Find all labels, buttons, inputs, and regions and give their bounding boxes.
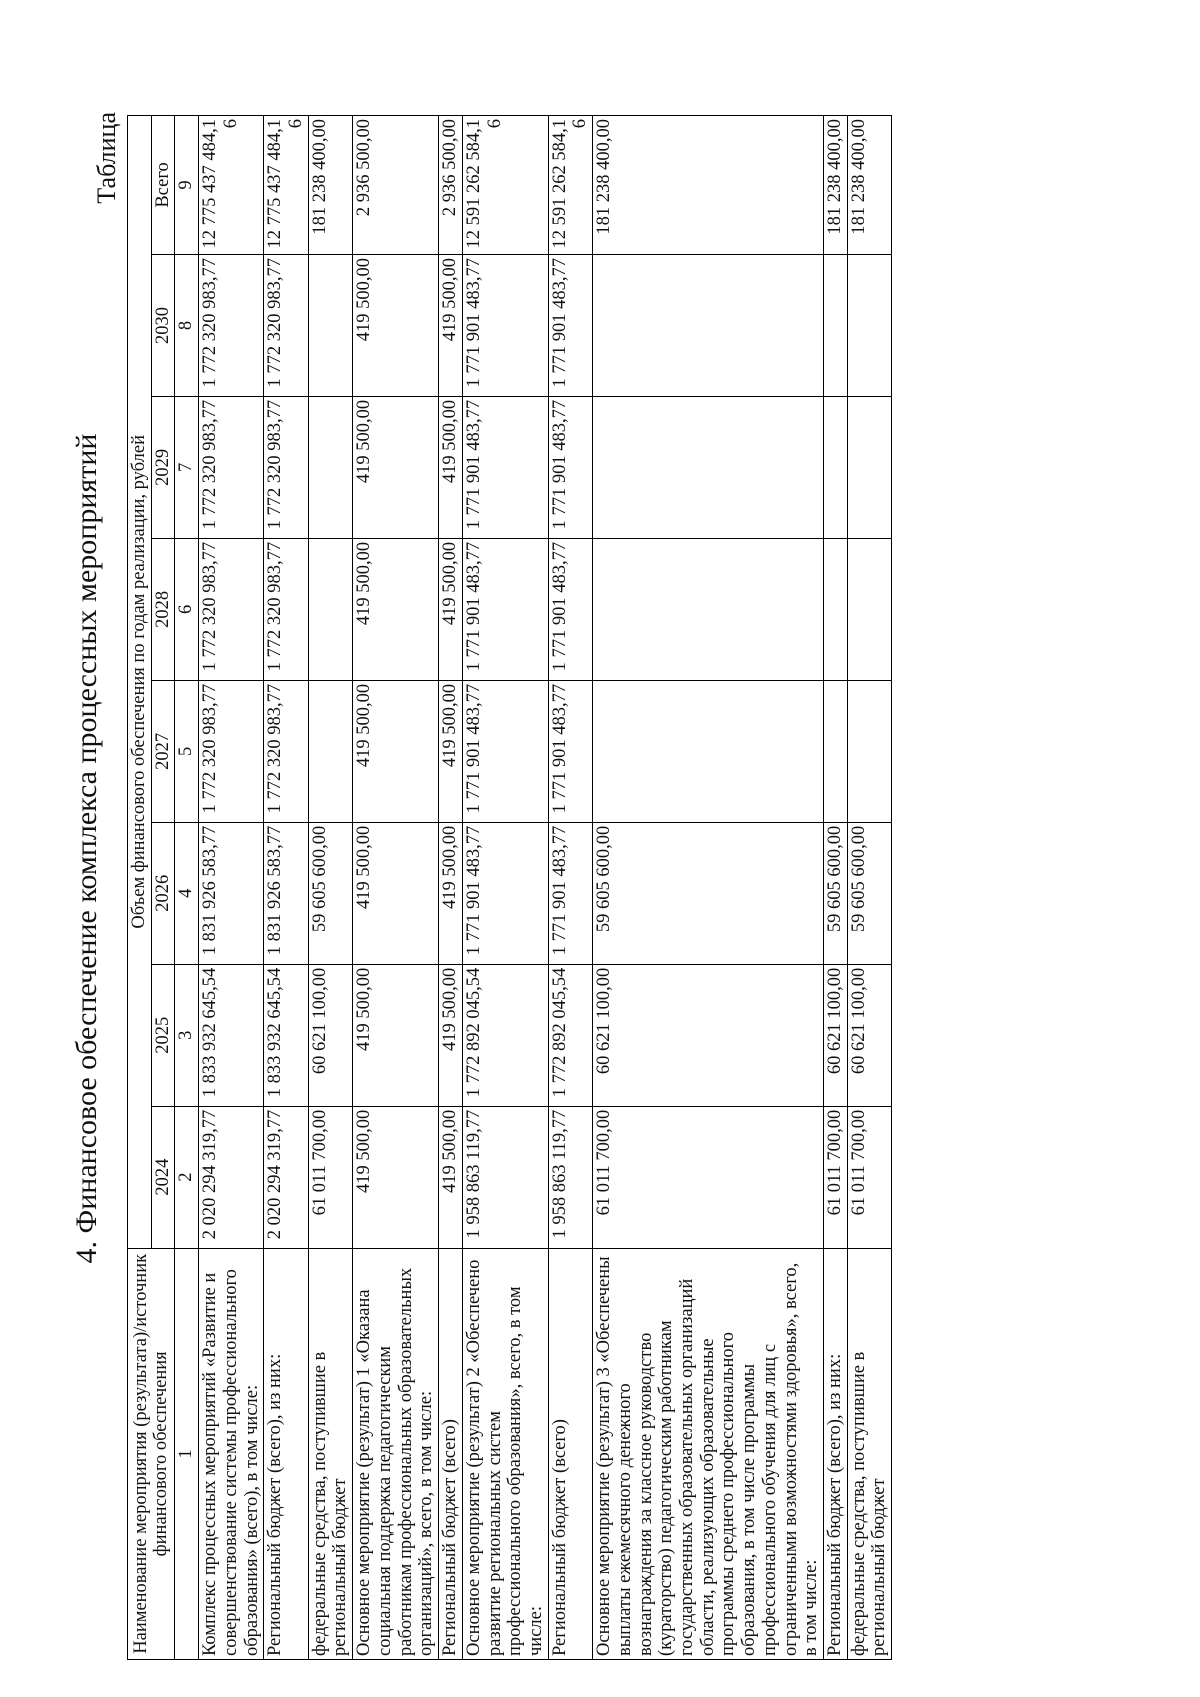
value-cell [824,254,848,396]
header-row-numbers [175,116,199,1660]
value-cell [847,254,891,396]
value-cell: 60 621 100,00 [593,964,824,1106]
value-cell: 1 772 892 045,54 [548,964,592,1106]
value-cell: 59 605 600,00 [593,822,824,964]
value-cell [847,680,891,822]
column-number: 1 [175,1248,199,1659]
value-cell: 1 772 320 983,77 [264,680,308,822]
value-cell: 61 011 700,00 [308,1106,352,1248]
year-header: 2028 [151,538,175,680]
value-cell: 1 958 863 119,77 [548,1106,592,1248]
value-cell: 181 238 400,00 [847,116,891,255]
value-cell [593,680,824,822]
value-cell: 1 772 320 983,77 [199,680,264,822]
value-cell: 61 011 700,00 [824,1106,848,1248]
value-cell: 419 500,00 [353,538,439,680]
value-cell [308,680,352,822]
value-cell: 419 500,00 [439,964,463,1106]
table-label: Таблица [92,112,121,204]
value-cell: 59 605 600,00 [308,822,352,964]
column-number: 5 [175,680,199,822]
value-cell: 419 500,00 [353,680,439,822]
value-cell: 61 011 700,00 [847,1106,891,1248]
value-cell: 419 500,00 [439,822,463,964]
table-row [462,116,548,1660]
row-name: федеральные средства, поступившие в региональный бюджет [308,1248,352,1659]
column-number: 2 [175,1106,199,1248]
table-row [824,116,848,1660]
value-cell: 2 020 294 319,77 [199,1106,264,1248]
value-cell: 419 500,00 [439,254,463,396]
value-cell: 60 621 100,00 [847,964,891,1106]
table-row [548,116,592,1660]
value-cell: 419 500,00 [353,1106,439,1248]
value-cell: 419 500,00 [439,680,463,822]
value-cell: 60 621 100,00 [824,964,848,1106]
table-row [847,116,891,1660]
value-cell: 1 771 901 483,77 [548,396,592,538]
row-name: федеральные средства, поступившие в региональный бюджет [847,1248,891,1659]
value-cell: 1 772 320 983,77 [199,254,264,396]
value-cell: 1 771 901 483,77 [462,680,548,822]
column-number: 4 [175,822,199,964]
value-cell: 1 772 892 045,54 [462,964,548,1106]
value-cell: 419 500,00 [439,538,463,680]
document-title: 4. Финансовое обеспечение комплекса процессных мероприятий [70,433,103,1264]
year-header: 2030 [151,254,175,396]
value-cell: 12 775 437 484,16 [199,116,264,255]
value-cell [308,396,352,538]
value-cell: 61 011 700,00 [593,1106,824,1248]
value-cell [593,254,824,396]
value-cell [593,396,824,538]
value-cell [847,538,891,680]
value-cell: 1 771 901 483,77 [462,254,548,396]
value-cell: 1 833 932 645,54 [264,964,308,1106]
column-number: 9 [175,116,199,255]
value-cell: 1 831 926 583,77 [199,822,264,964]
value-cell [847,396,891,538]
value-cell: 181 238 400,00 [824,116,848,255]
value-cell [308,254,352,396]
value-cell: 1 831 926 583,77 [264,822,308,964]
year-header: 2027 [151,680,175,822]
value-cell [308,538,352,680]
value-cell [824,396,848,538]
value-cell: 12 591 262 584,16 [548,116,592,255]
year-header: 2025 [151,964,175,1106]
value-cell: 60 621 100,00 [308,964,352,1106]
value-cell: 12 775 437 484,16 [264,116,308,255]
value-cell: 1 958 863 119,77 [462,1106,548,1248]
value-cell: 2 936 500,00 [439,116,463,255]
value-cell: 419 500,00 [439,1106,463,1248]
value-cell: 419 500,00 [353,396,439,538]
value-cell: 1 771 901 483,77 [548,822,592,964]
row-name: Региональный бюджет (всего), из них: [824,1248,848,1659]
value-cell: 1 771 901 483,77 [548,254,592,396]
value-cell: 1 772 320 983,77 [199,538,264,680]
value-cell: 59 605 600,00 [824,822,848,964]
value-cell: 2 020 294 319,77 [264,1106,308,1248]
year-header: 2024 [151,1106,175,1248]
table-row [308,116,352,1660]
value-cell: 419 500,00 [439,396,463,538]
value-cell: 1 771 901 483,77 [548,680,592,822]
value-cell: 12 591 262 584,16 [462,116,548,255]
table-row [353,116,439,1660]
value-cell: 419 500,00 [353,964,439,1106]
value-cell: 1 772 320 983,77 [264,538,308,680]
row-name: Основное мероприятие (результат) 3 «Обеспечены выплаты ежемесячного денежного вознаграждения за классное руководство (кураторство) педагогическим работникам государственных образовательных организаций области, реализующих образовательные программы среднего профессионального образования, в том числе программы профессионального обучения для лиц с ограниченными возможностями здоровья», всего, в том числе: [593,1248,824,1659]
value-cell: 1 771 901 483,77 [462,396,548,538]
value-cell: 1 771 901 483,77 [548,538,592,680]
value-cell: 1 772 320 983,77 [199,396,264,538]
year-header: 2029 [151,396,175,538]
table-row [199,116,264,1660]
table-row [439,116,463,1660]
value-cell [824,538,848,680]
value-cell: 1 771 901 483,77 [462,538,548,680]
value-cell: 419 500,00 [353,822,439,964]
name-column-header: Наименование мероприятия (результата)/источник финансового обеспечения [128,1248,175,1659]
value-cell: 1 833 932 645,54 [199,964,264,1106]
value-cell: 59 605 600,00 [847,822,891,964]
value-cell [593,538,824,680]
column-number: 3 [175,964,199,1106]
year-header: 2026 [151,822,175,964]
table-body [199,116,892,1660]
row-name: Региональный бюджет (всего), из них: [264,1248,308,1659]
value-cell: 2 936 500,00 [353,116,439,255]
table-row [264,116,308,1660]
value-cell: 181 238 400,00 [308,116,352,255]
value-cell: 1 771 901 483,77 [462,822,548,964]
value-cell [824,680,848,822]
value-cell: 1 772 320 983,77 [264,254,308,396]
column-number: 8 [175,254,199,396]
row-name: Региональный бюджет (всего) [439,1248,463,1659]
table-row [593,116,824,1660]
row-name: Комплекс процессных мероприятий «Развитие и совершенствование системы профессионального образования» (всего), в том числе: [199,1248,264,1659]
value-cell: 1 772 320 983,77 [264,396,308,538]
row-name: Основное мероприятие (результат) 1 «Оказана социальная поддержка педагогическим работникам профессиональных образовательных организаций», всего, в том числе: [353,1248,439,1659]
financing-table [127,115,892,1660]
column-number: 6 [175,538,199,680]
year-header: Всего [151,116,175,255]
row-name: Региональный бюджет (всего) [548,1248,592,1659]
row-name: Основное мероприятие (результат) 2 «Обеспечено развитие региональных систем профессионального образования», всего, в том числе: [462,1248,548,1659]
header-row-1 [128,116,152,1660]
value-cell: 419 500,00 [353,254,439,396]
value-cell: 181 238 400,00 [593,116,824,255]
volume-group-header: Объем финансового обеспечения по годам реализации, рублей [128,116,152,1249]
column-number: 7 [175,396,199,538]
